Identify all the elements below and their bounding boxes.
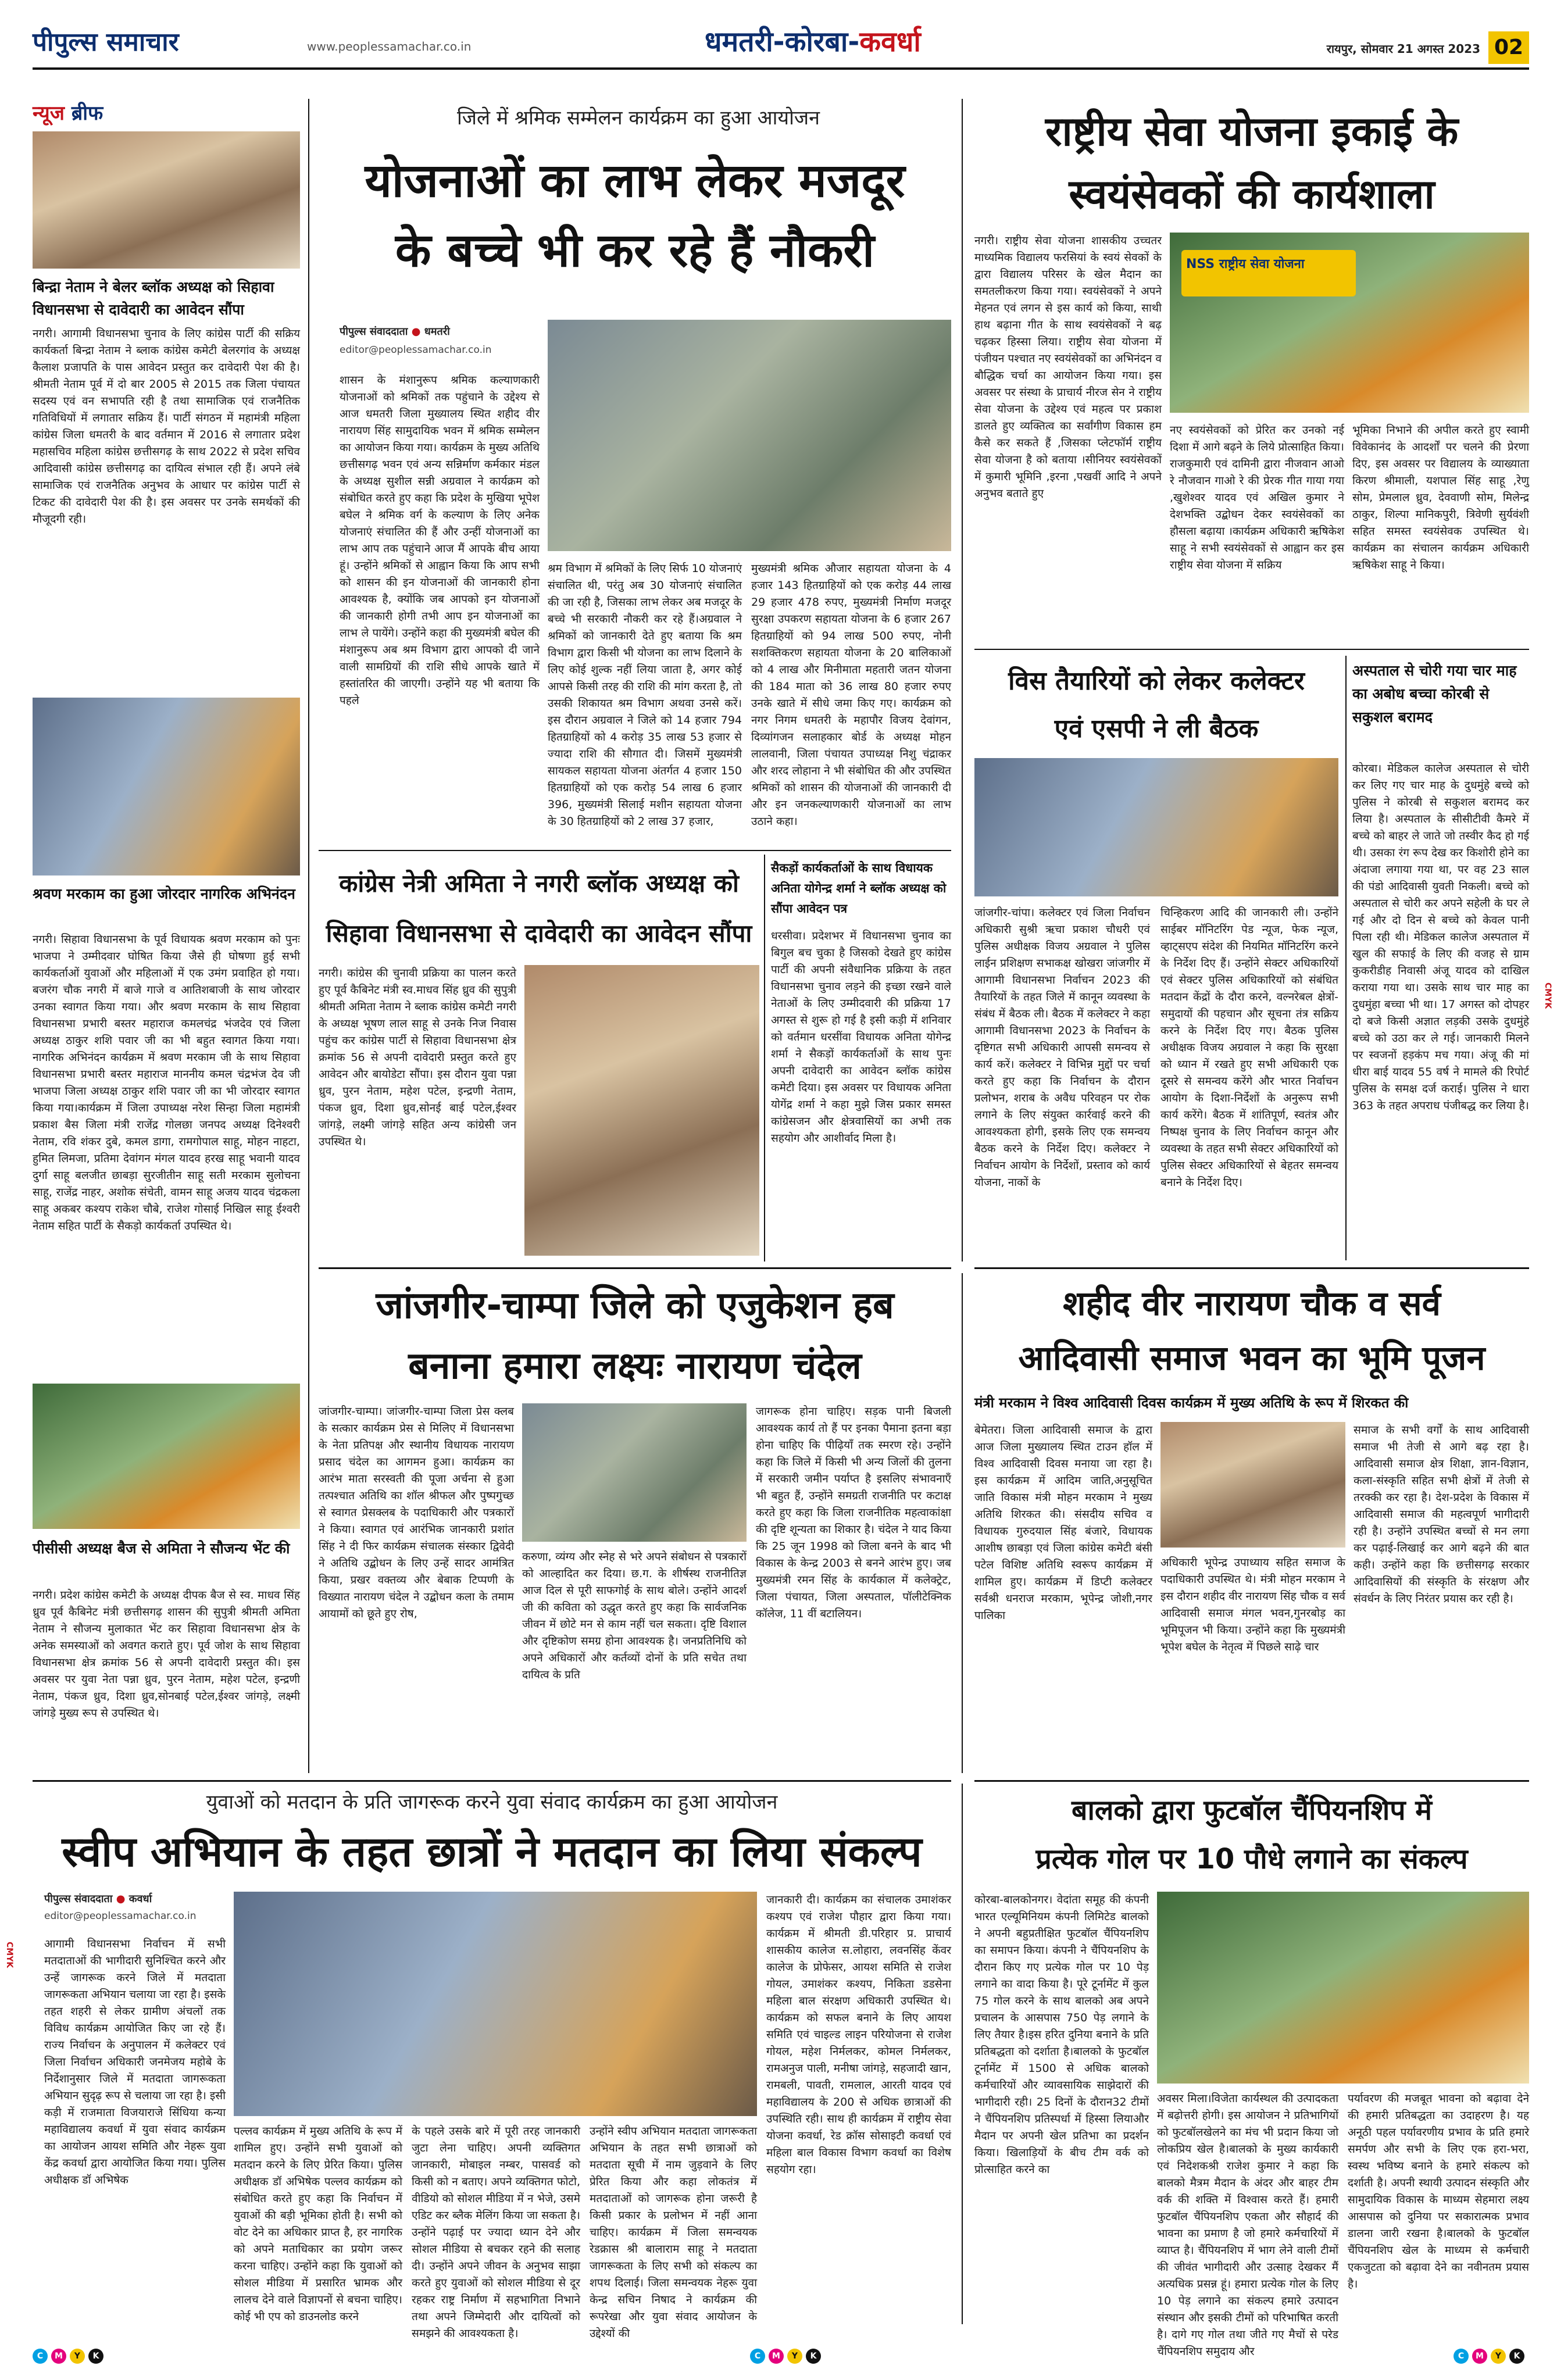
- collector-headline-2: एवं एसपी ने ली बैठक: [1054, 714, 1259, 744]
- cmyk-c: C: [1454, 2349, 1469, 2364]
- cmyk-k: K: [88, 2349, 103, 2364]
- sweep-col-3: के पहले उसके बारे में पूरी तरह जानकारी जुटा लेना चाहिए। अपनी व्यक्तिगत जानकारी, मोबाइल नम्बर, पासवर्ड को किसी को न बताए। अपने व्यक्तिगत फोटो, वीडियो को सोशल मीडिया में न भेजे, उसमे एडिट कर ब्लैक मेलिंग किया जा सकता है। उन्होंने पढ़ाई पर ज्यादा ध्यान देने और सोशल मीडिया से बचकर रहने की सलाह दी। उन्होंने अपने जीवन के अनुभव साझा करते हुए युवाओं को सोशल मीडिया से दूर रहकर राष्ट्र निर्माण में सहभागिता निभाने तथा अपने जिम्मेदारी और दायित्वों को समझने की आवश्यकता है।: [412, 2125, 580, 2340]
- education-headline-1: जांजगीर-चाम्पा जिले को एजुकेशन हब: [376, 1284, 894, 1327]
- mazdoor-byline: [340, 324, 537, 341]
- education-col-1: जांजगीर-चाम्पा। जांजगीर-चाम्पा जिला प्रेस क्लब के सत्कार कार्यक्रम प्रेस से मिलिए में विधानसभा के नेता प्रतिपक्ष और स्थानीय विधायक नारायण प्रसाद चंदेल का आगमन हुआ। कार्यक्रम का आरंभ माता सरस्वती की पूजा अर्चना से हुआ तत्पश्चात अतिथि का शॉल श्रीफल और पुष्पगुच्छ से स्वागत प्रेसक्लब के पदाधिकारी और पत्रकारों ने किया। स्वागत एवं आरंभिक जानकारी प्रशांत सिंह ने दी फिर कार्यक्रम संचालक संस्कार द्विवेदी ने अतिथि उद्बोधन के लिए उन्हें सादर आमंत्रित किया, प्रखर वक्तव्य और बेबाक टिप्पणी के विख्यात नारायण चंदेल ने उद्बोधन कला के तमाम आयामों को छूते हुए रोष,: [319, 1405, 514, 1620]
- news-brief-column: [33, 99, 300, 1773]
- collector-photo: [974, 758, 1338, 896]
- sweep-kicker: युवाओं को मतदान के प्रति जागरूक करने युवा संवाद कार्यक्रम का हुआ आयोजन: [206, 1791, 778, 1814]
- education-photo: [522, 1403, 747, 1542]
- mazdoor-col-3: मुख्यमंत्री श्रमिक औजार सहायता योजना के 4 हजार 143 हितग्राहियों को एक करोड़ 44 लाख 29 हजार 478 रुपए, मुख्यमंत्री निर्माण मजदूर सुरक्षा उपकरण सहायता योजना के 6 हजार 267 हितग्राहियों को 94 लाख 500 रुपए, नोनी सशक्तिकरण सहायता योजना के 20 बालिकाओं को 4 लाख और मिनीमाता महतारी जतन योजना की 184 माता को 36 लाख 80 हजार रुपए उनके खाते में सीधे जमा किए गए। कार्यक्रम को नगर निगम धमतरी के महापौर विजय देवांगन, दिव्यांगजन सलाहकार बोर्ड के अध्यक्ष मोहन लालवानी, जिला पंचायत उपाध्यक्ष निशु चंद्राकर और शरद लोहाना ने भी संबोधित की और उपस्थित श्रमिकों को शासन की योजनाओं की जानकारी दी और इन जनकल्याणकारी योजनाओं का लाभ उठाने कहा।: [751, 562, 951, 828]
- sweep-col-1: आगामी विधानसभा निर्वाचन में सभी मतदाताओं की भागीदारी सुनिश्चित करने और उन्हें जागरूक करने जिले में मतदाता जागरूकता अभियान चलाया जा रहा है। इसके तहत शहरी से लेकर ग्रामीण अंचलों तक विविध कार्यक्रम आयोजित किए जा रहे हैं। राज्य निर्वाचन के अनुपालन में कलेक्टर एवं जिला निर्वाचन अधिकारी जनमेजय महोबे के निर्देशानुसार जिले में मतदाता जागरूकता अभियान सुदृढ़ रूप से चलाया जा रहा है। इसी कड़ी में राजमाता विजयाराजे सिंधिया कन्या महाविद्यालय कवर्धा में युवा संवाद कार्यक्रम का आयोजन आयश समिति और नेहरू युवा केंद्र कवर्धा द्वारा आयोजित किया गया। पुलिस अधीक्षक डॉ अभिषेक: [44, 1938, 226, 2186]
- story-sweep: [33, 1784, 951, 2340]
- nss-banner: NSS राष्ट्रीय सेवा योजना: [1181, 250, 1356, 296]
- story-mazdoor: [319, 99, 951, 843]
- cmyk-y: Y: [70, 2349, 85, 2364]
- brief-1-headline: बिन्द्रा नेताम ने बेलर ब्लॉक अध्यक्ष को सिहावा विधानसभा से दावेदारी का आवेदन सौंपा: [33, 278, 274, 318]
- masthead-logo: [33, 23, 283, 58]
- collector-col-2: चिन्हिकरण आदि की जानकारी ली। उन्होंने साईबर मॉनिटरिंग पेड न्यूज, फेक न्यूज, व्हाट्सएप संदेश की नियमित मॉनिटरिंग करने के निर्देश दिए हैं। उन्होंने सेक्टर अधिकारियों एवं सेक्टर पुलिस अधिकारियों को संबंधित मतदान केंद्रों के दौरा करने, वल्नरेबल क्षेत्रों-समुदायों की पहचान और सूचना तंत्र सक्रिय करने के निर्देश दिए गए। बैठक पुलिस अधीक्षक विजय अग्रवाल ने कहा कि सुरक्षा को ध्यान में रखते हुए सभी अधिकारी एक दूसरे से समन्वय करेंगे और भारत निर्वाचन आयोग के दिशा-निर्देशों के अनुरूप सभी कार्य करेंगे। बैठक में शांतिपूर्ण, स्वतंत्र और निष्पक्ष चुनाव के लिए निर्वाचन कानून और व्यवस्था के तहत सभी सेक्टर अधिकारियों को पुलिस सेक्टर अधिकारियों से बेहतर समन्वय बनाने के निर्देश दिए।: [1160, 906, 1338, 1189]
- collector-headline-1: विस तैयारियों को लेकर कलेक्टर: [1008, 666, 1305, 696]
- cmyk-y: Y: [1491, 2349, 1506, 2364]
- left-column-divider: [308, 99, 309, 1773]
- nss-col-1: नगरी। राष्ट्रीय सेवा योजना शासकीय उच्चतर माध्यमिक विद्यालय फरसियां के स्वयं सेवकों के द्वारा विद्यालय परिसर के खेल मैदान का समतलीकरण किया गया। स्वयंसेवकों ने अपने मेहनत एवं लगन से इस कार्य को किया, साथी हाथ बढ़ाना गीत के साथ स्वयंसेवकों ने बढ़ चढ़कर हिस्सा लिया। राष्ट्रीय सेवा योजना में पंजीयन पश्चात नए स्वयंसेवकों का अभिनंदन व बौद्धिक चर्चा का आयोजन किया गया। इस अवसर पर संस्था के प्राचार्य नीरज सेन ने राष्ट्रीय सेवा योजना के उद्देश्य एवं महत्व पर प्रकाश डालते हुए व्यक्तित्व का सर्वांगीण विकास हम कैसे कर सकते हैं ,जिसका प्लेटफॉर्म राष्ट्रीय सेवा योजना है को बताया ।सीनियर स्वयंसेवकों में कुमारी भूमिनि ,इरना ,पखवीं आदि ने अपने अनुभव बताते हुए: [974, 234, 1162, 500]
- bhoomi-col-3: समाज के सभी वर्गों के साथ आदिवासी समाज भी तेजी से आगे बढ़ रहा है। आदिवासी समाज क्षेत्र शिक्षा, ज्ञान-विज्ञान, कला-संस्कृति सहित सभी क्षेत्रों में तेजी से तरक्की कर रहा है। देश-प्रदेश के विकास में आदिवासी समाज की महत्वपूर्ण भागीदारी रही है। उन्होंने उपस्थित बच्चों से मन लगा कर पढ़ाई-लिखाई कर आगे बढ़ने की बात कही। उन्होंने कहा कि छत्तीसगढ़ सरकार आदिवासियों की संस्कृति के संरक्षण और संवर्धन के लिए निरंतर प्रयास कर रही है।: [1354, 1424, 1529, 1605]
- masthead-logo-text: पीपुल्स समाचार: [33, 27, 179, 57]
- nss-col-3: भूमिका निभाने की अपील करते हुए स्वामी विवेकानंद के आदर्शों पर चलने की प्रेरणा दिए, इस अवसर पर विद्यालय के व्याख्याता किरण श्रीमाली, यशपाल सिंह साहू ,रेणु सोम, प्रेमलाल ध्रुव, देववाणी सोम, मिलेन्द्र ठाकुर, शिल्पा मानिकपुरी, त्रिवेणी सुर्यवंशी सहित समस्त स्वयंसेवक उपस्थित थे। कार्यक्रम का संचालन कार्यक्रम अधिकारी ऋषिकेश साहू ने किया।: [1352, 424, 1529, 571]
- collector-hospital-divider: [1345, 656, 1347, 1260]
- football-col-2: अवसर मिला।विजेता कार्यस्थल की उत्पादकता में बढ़ोत्तरी होगी। इस आयोजन ने प्रतिभागियों को फुटबॉलखेलने का मंच भी प्रदान किया जो लोकप्रिय खेल है।बालको के मुख्य कार्यकारी एवं निदेशकश्री राजेश कुमार ने कहा कि बालको मैत्रम मैदान के अंदर और बाहर टीम वर्क की शक्ति में विश्वास करते हैं। हमारी फुटबॉल चैंपियनशिप एकता और सौहार्द की भावना का प्रमाण है जो हमारे कर्मचारियों में व्याप्त है। चैंपियनशिप में भाग लेने वाली टीमों की जीवंत भागीदारी और उत्साह देखकर मैं अत्यधिक प्रसन्न हूं। हमारा प्रत्येक गोल के लिए 10 पेड़ लगाने का संकल्प हमारे उत्पादन संस्थान और इसकी टीमों को परिभाषित करती है। दागे गए गोल तथा जीते गए मैचों से परेड चैंपियनशिप समुदाय और: [1157, 2092, 1338, 2358]
- mazdoor-headline-2: के बच्चे भी कर रहे हैं नौकरी: [395, 223, 874, 277]
- bhoomi-deck: मंत्री मरकाम ने विश्व आदिवासी दिवस कार्यक्रम में मुख्य अतिथि के रूप में शिरकत की: [974, 1395, 1409, 1411]
- nss-headline-2: स्वयंसेवकों की कार्यशाला: [1069, 170, 1435, 218]
- mid-column-divider-3: [962, 1784, 963, 2324]
- sweep-headline: स्वीप अभियान के तहत छात्रों ने मतदान का लिया संकल्प: [62, 1827, 922, 1876]
- sweep-col-2: पल्लव कार्यक्रम में मुख्य अतिथि के रूप में शामिल हुए। उन्होंने सभी युवाओं को मतदान करने के लिए प्रेरित किया। पुलिस अधीक्षक डॉ अभिषेक पल्लव कार्यक्रम को संबोधित करते हुए कहा कि निर्वाचन में युवाओं की बड़ी भूमिका होती है। सभी को वोट देने का अधिकार प्राप्त है, हर नागरिक को अपने मताधिकार का प्रयोग जरूर करना चाहिए। उन्होंने कहा कि युवाओं को सोशल मीडिया में प्रसारित भ्रामक और लालच देने वाले विज्ञापनों से बचना चाहिए। कोई भी एप को डाउनलोड करने: [234, 2125, 402, 2323]
- football-col-3: पर्यावरण की मजबूत भावना को बढ़ावा देने की हमारी प्रतिबद्धता का उदाहरण है। यह अनूठी पहल पर्यावरणीय प्रभाव के प्रति हमारे समर्पण और सभी के लिए एक हरा-भरा, स्वस्थ भविष्य बनाने के हमारे संकल्प को दर्शाती है। अपनी स्थायी उत्पादन संस्कृति और सामुदायिक विकास के माध्यम सेहमारा लक्ष्य आसपास को दुनिया पर सकारात्मक प्रभाव डालना जारी रखना है।बालको के फुटबॉल चैंपियनशिप खेल के माध्यम से कर्मचारी एकजुटता को बढ़ावा देने का नवीनतम प्रयास है।: [1348, 2092, 1529, 2290]
- education-headline-2: बनाना हमारा लक्ष्यः नारायण चंदेल: [408, 1345, 862, 1388]
- brief-1-body: नगरी। आगामी विधानसभा चुनाव के लिए कांग्रेस पार्टी की सक्रिय कार्यकर्ता बिन्द्रा नेताम ने ब्लाक कांग्रेस कमेटी बेलरगांव के अध्यक्ष कैलाश प्रजापति के पास आवेदन प्रस्तुत कर दावेदारी पेश की है।श्रीमती नेताम पूर्व में दो बार 2005 से 2015 तक जिला पंचायत सदस्य एवं वन सभापति रही है तथा सामाजिक एवं राजनैतिक गतिविधियों में लगातार सक्रिय हैं। पार्टी संगठन में महामंत्री महिला कांग्रेस जिला धमतरी के बाद वर्तमान में 2016 से लगातार प्रदेश महासचिव महिला कांग्रेस छत्तीसगढ़ के साथ 2022 से प्रदेश सचिव आदिवासी कांग्रेस छत्तीसगढ़ का दायित्व संभाल रही हैं। अपने लंबे सामाजिक एवं राजनैतिक अनुभव के आधार पर कांग्रेस पार्टी से टिकट की दावेदारी पेश की है। इस अवसर पर उनके समर्थकों की मौजूदगी रही।: [33, 327, 300, 526]
- mazdoor-email: editor@peoplessamachar.co.in: [340, 344, 492, 356]
- masthead-rule: [33, 67, 1529, 70]
- section-title: [705, 22, 1123, 63]
- page-number: 02: [1488, 31, 1529, 64]
- story-football: [974, 1784, 1529, 2358]
- masthead: [0, 0, 1557, 70]
- bhoomi-top-rule: [974, 1267, 1529, 1269]
- amita-top-rule: [319, 850, 951, 851]
- bhoomi-photo: [1160, 1422, 1345, 1548]
- cmyk-k: K: [806, 2349, 821, 2364]
- cmyk-marks-right: [1454, 2349, 1529, 2366]
- mazdoor-byline-dot: ●: [411, 326, 421, 338]
- mazdoor-col-1: शासन के मंशानुरूप श्रमिक कल्याणकारी योजनाओं को श्रमिकों तक पहुंचाने के उद्देश्य से आज धमतरी जिला मुख्यालय स्थित शहीद वीर नारायण सिंह सामुदायिक भवन में श्रमिक सम्मेलन का आयोजन किया गया। कार्यक्रम के मुख्य अतिथि छत्तीसगढ़ भवन एवं अन्य सन्निर्माण कर्मकार मंडल के अध्यक्ष सुशील सन्नी अग्रवाल ने कार्यक्रम को संबोधित करते हुए कहा कि प्रदेश के मुखिया भूपेश बघेल ने श्रमिक वर्ग के कल्याण के लिए अनेक योजनाएं संचालित की हैं और उन्हीं योजनाओं का लाभ आप तक पहुंचाने आज मैं आपके बीच आया हूं। उन्होंने श्रमिकों से आह्वान किया कि आप सभी को शासन की इन योजनाओं की जानकारी होना आवश्यक है, क्योंकि जब आपको इन योजनाओं की जानकारी होगी तभी आप इन योजनाओं का लाभ ले पायेंगे। उन्होंने कहा की मुख्यमंत्री बघेल की मंशानुरूप अब श्रम विभाग द्वारा आपको दी जाने वाली सामग्रियों की राशि सीधे आपके खाते में हस्तांतरित की जाएगी। उन्होंने यह भी बताया कि पहले: [340, 374, 540, 707]
- brief-2-headline: श्रवण मरकाम का हुआ जोरदार नागरिक अभिनंदन: [33, 885, 295, 902]
- football-col-1: कोरबा-बालकोनगर। वेदांता समूह की कंपनी भारत एल्यूमिनियम कंपनी लिमिटेड बालको ने अपनी बहुप्रतीक्षित फुटबॉल चैंपियनशिप का समापन किया। कंपनी ने चैंपियनशिप के दौरान किए गए प्रत्येक गोल पर 10 पेड़ लगाने का वादा किया है। पूरे टूर्नामेंट में कुल 75 गोल करने के साथ बालको अब अपने प्रचालन के आसपास 750 पेड़ लगाने के लिए तैयार है।इस हरित दुनिया बनाने के प्रति प्रतिबद्धता को दर्शाता है।बालको के फुटबॉल टूर्नामेंट में 1500 से अधिक बालको कर्मचारियों और व्यावसायिक साझेदारों की भागीदारी रही। 25 दिनों के दौरान32 टीमों ने चैंपियनशिप प्रतिस्पर्धा में हिस्सा लियाऔर मैदान पर अपनी खेल प्रतिभा का प्रदर्शन किया। खिलाड़ियों के बीच टीम वर्क को प्रोत्साहित करने का: [974, 1893, 1149, 2176]
- education-col-3: जागरूक होना चाहिए। सड़क पानी बिजली आवश्यक कार्य तो हैं पर इनका पैमाना इतना बड़ा होना चाहिए कि पीढ़ियाँ तक स्मरण रहे। उन्होंने कहा कि जिले में किसी भी अन्य जिलों की तुलना में सरकारी जमीन पर्याप्त है इसलिए संभावनाएँ भी बहुत हैं, उन्होंने समग्रती राजनीति पर कटाक्ष करते हुए कहा कि जिला राजनीतिक महत्वाकांक्षा की दृष्टि शून्यता का शिकार है। चंदेल ने याद किया कि 25 जून 1998 को जिला बनने के बाद भी विकास के केन्द्र 2003 से बनने आरंभ हुए। जब मुख्यमंत्री रमन सिंह के कार्यकाल में कलेक्ट्रेट, जिला पंचायत, जिला अस्पताल, पॉलीटेक्निक कॉलेज, 11 वीं बटालियन।: [756, 1405, 951, 1620]
- cmyk-m: M: [769, 2349, 784, 2364]
- collector-top-rule: [974, 649, 1529, 650]
- brief-photo-3: [33, 1384, 300, 1529]
- football-headline-1: बालको द्वारा फुटबॉल चैंपियनशिप में: [1072, 1794, 1432, 1827]
- sweep-byline: [44, 1892, 230, 1908]
- football-top-rule: [974, 1780, 1529, 1782]
- story-hospital: [1352, 656, 1529, 1260]
- brief-photo-1: [33, 131, 300, 269]
- side-cmyk-label-right: CMYK: [1543, 982, 1552, 1009]
- section-title-2: कोरबा-: [784, 26, 860, 58]
- cmyk-marks-center: [750, 2349, 826, 2366]
- education-top-rule: [319, 1267, 951, 1269]
- cmyk-marks-left: [33, 2349, 108, 2366]
- sweep-col-4: उन्होंने स्वीप अभियान मतदाता जागरूकता अभियान के तहत सभी छात्राओं को मतदाता सूची में नाम जुड़वाने के लिए प्रेरित किया और कहा लोकतंत्र में मतदाताओं को जागरूक होना जरूरी है किसी प्रकार के प्रलोभन में नहीं आना चाहिए। कार्यक्रम में जिला समन्वयक रेडक्रास श्री बालाराम साहू ने मतदाता जागरूकता के लिए सभी को संकल्प का शपथ दिलाई। जिला समन्वयक नेहरू युवा केन्द्र सचिन निषाद ने कार्यक्रम की रूपरेखा और युवा संवाद आयोजन के उद्देश्यों की: [590, 2125, 757, 2340]
- cmyk-c: C: [33, 2349, 48, 2364]
- sweep-byline-place: कवर्धा: [128, 1893, 152, 1905]
- bhoomi-col-1: बेमेतरा। जिला आदिवासी समाज के द्वारा आज जिला मुख्यालय स्थित टाउन हॉल में विश्व आदिवासी दिवस मनाया जा रहा है। इस कार्यक्रम में आदिम जाति,अनुसूचित जाति विकास मंत्री मोहन मरकाम ने मुख्य अतिथि शिरकत की। संसदीय सचिव व विधायक गुरुदयाल सिंह बंजारे, विधायक आशीष छाबड़ा एवं जिला कांग्रेस कमेटी बंसी पटेल विशिष्ट अतिथि स्वरूप कार्यक्रम में शामिल हुए। कार्यक्रम में डिप्टी कलेक्टर सर्वश्री धनराज मरकाम, भूपेन्द्र जोशी,नगर पालिका: [974, 1424, 1152, 1622]
- mazdoor-photo: [548, 320, 951, 551]
- cmyk-y: Y: [787, 2349, 802, 2364]
- football-headline-2: प्रत्येक गोल पर 10 पौधे लगाने का संकल्प: [1035, 1843, 1468, 1875]
- amita-photo: [524, 965, 759, 1256]
- story-bhoomi: [974, 1273, 1529, 1773]
- section-title-1: धमतरी-: [705, 26, 785, 58]
- education-col-2: करुणा, व्यंग्य और स्नेह से भरे अपने संबोधन से पत्रकारों को आल्हादित कर दिया। छ.ग. के शीर्षस्थ राजनीतिज्ञ आज दिल से पूरी साफगोई के साथ बोले। उन्होंने आदर्श जी की कविता को उद्धृत करते हुए कहा कि सार्वजनिक जीवन में छोटे मन से काम नहीं चल सकता। दृष्टि विशाल और दृष्टिकोण समग्र होना आवश्यक है। जनप्रतिनिधि को अपने अधिकारों और कर्तव्यों दोनों के प्रति सचेत तथा दायित्व के प्रति: [522, 1550, 747, 1681]
- mazdoor-kicker: जिले में श्रमिक सम्मेलन कार्यक्रम का हुआ आयोजन: [457, 106, 820, 130]
- nss-col-2: नए स्वयंसेवकों को प्रेरित कर उनको नई दिशा में आगे बढ़ने के लिये प्रोत्साहित किया। राजकुमारी एवं दामिनी द्वारा नीजवान आओ रे नौजवान गाओ रे की प्रेरक गीत गाया गया ,खुशेश्वर यादव एवं अखिल कुमार ने देशभक्ति उद्बोधन देकर स्वयंसेवकों का हौसला बढ़ाया ।कार्यक्रम अधिकारी ऋषिकेश साहू ने सभी स्वयंसेवकों से आह्वान कर इस राष्ट्रीय सेवा योजना में सक्रिय: [1170, 424, 1344, 571]
- mazdoor-col-2: श्रम विभाग में श्रमिकों के लिए सिर्फ 10 योजनाएं संचालित थी, परंतु अब 30 योजनाएं संचालित की जा रही है, जिसका लाभ लेकर अब मजदूर के बच्चे भी सरकारी नौकरी कर रहे हैं।अग्रवाल ने श्रमिकों को जानकारी देते हुए बताया कि श्रम विभाग द्वारा किसी भी योजना का लाभ दिलाने के लिए कोई शुल्क नहीं लिया जाता है, अगर कोई आपसे किसी तरह की राशि की मांग करता है, तो उसकी शिकायत श्रम विभाग अथवा उनसे करें। इस दौरान अग्रवाल ने जिले को 14 हजार 794 हितग्राहियों को 4 करोड़ 35 लाख 53 हजार से ज्यादा राशि की सौगात दी। जिसमें मुख्यमंत्री सायकल सहायता योजना अंतर्गत 4 हजार 150 हितग्राहियों को एक करोड़ 54 लाख 6 हजार 396, मुख्यमंत्री सिलाई मशीन सहायता योजना के 30 हितग्राहियों को 2 लाख 37 हजार,: [548, 562, 742, 828]
- brief-3-headline: पीसीसी अध्यक्ष बैज से अमिता ने सौजन्य भेंट की: [33, 1540, 290, 1557]
- cmyk-k: K: [1509, 2349, 1524, 2364]
- story-nss: [974, 99, 1529, 571]
- hospital-body: कोरबा। मेडिकल कालेज अस्पताल से चोरी कर लिए गए चार माह के दुधमुंहे बच्चे को पुलिस ने कोरबी से सकुशल बरामद कर लिया है। अस्पताल के सीसीटीवी कैमरे में बच्चे को बाहर ले जाते जो तस्वीर कैद हो गई थी। उसका रंग रूप देख कर किशोरी होने का अंदाजा लगाया गया था, पर वह 23 साल की पंडो आदिवासी युवती निकली। बच्चे को अस्पताल से चोरी कर अपने सहेली के घर ले गई और दो दिन से बच्चे को केवल पानी पिला रही थी। मेडिकल कालेज अस्पताल में खुल की सफाई के लिए की वजह से ग्राम कुकरीडीह निवासी अंजू यादव को दाखिल कराया गया था। उसके साथ चार माह का दुधमुंहा बच्चा भी था। 17 अगस्त को दोपहर दो बजे किसी अज्ञात लड़की उसके दुधमुंहे बच्चे को उठा कर ले गई। जानकारी मिलने पर स्वजनों हड़कंप मच गया। अंजू की मां धीरा बाई यादव 55 वर्ष ने मामले की रिपोर्ट पुलिस के समक्ष दर्ज कराई। पुलिस ने धारा 363 के तहत अपराध पंजीबद्ध कर लिया है।: [1352, 762, 1529, 1112]
- section-title-3: कवर्धा: [859, 26, 921, 58]
- mazdoor-byline-name: पीपुल्स संवाददाता: [340, 326, 408, 338]
- nss-headline-1: राष्ट्रीय सेवा योजना इकाई के: [1045, 108, 1459, 155]
- story-education: [319, 1273, 951, 1773]
- hospital-headline: अस्पताल से चोरी गया चार माह का अबोध बच्चा कोरबी से सकुशल बरामद: [1352, 662, 1517, 726]
- bhoomi-headline-1: शहीद वीर नारायण चौक व सर्व: [1063, 1284, 1441, 1323]
- side-cmyk-label-left: CMYK: [5, 1942, 14, 1968]
- news-brief-label-2: ब्रीफ: [71, 102, 103, 125]
- sweep-byline-name: पीपुल्स संवाददाता: [44, 1893, 113, 1905]
- amita-headline-1: कांग्रेस नेत्री अमिता ने नगरी ब्लॉक अध्यक्ष को: [339, 869, 739, 898]
- nss-photo: [1170, 233, 1529, 413]
- sweep-photo: [234, 1892, 757, 2116]
- cmyk-m: M: [1472, 2349, 1487, 2364]
- bhoomi-col-2: अधिकारी भूपेन्द्र उपाध्याय सहित समाज के पदाधिकारी उपस्थित थे। मंत्री मोहन मरकाम ने इस दौरान शहीद वीर नारायण सिंह चौक व सर्व आदिवासी समाज मंगल भवन,गुनरबोड़ का भूमिपूजन भी किया। उन्होंने कहा कि मुख्यमंत्री भूपेश बघेल के नेतृत्व में पिछले साढ़े चार: [1160, 1556, 1345, 1653]
- story-amita: [319, 855, 759, 1262]
- news-brief-label: [33, 99, 207, 128]
- brief-2-body: नगरी। सिहावा विधानसभा के पूर्व विधायक श्रवण मरकाम को पुनः भाजपा ने उम्मीदवार घोषित किया जैसे ही घोषणा हुई सभी कार्यकर्ताओं युवाओं और महिलाओं में एक उमंग प्रवाहित हो गया। बजरंग चौक नगरी में बाजे गाजे व आतिशबाजी के साथ जोरदार उनका स्वागत किया गया। और श्रवण मरकाम के साथ सिहावा विधानसभा प्रभारी बस्तर महाराज कमलचंद्र भंजदेव एवं जिला अध्यक्ष ठाकुर शशि पवार जी का भी बहुत स्वागत किया गया। नागरिक अभिनंदन कार्यक्रम में श्रवण मरकाम जी के साथ सिहावा विधानसभा प्रभारी बस्तर महाराज माननीय कमल चंद्रभंज देव जी भाजपा जिला अध्यक्ष ठाकुर शशि पवार जी का भी जोरदार स्वागत किया गया।कार्यक्रम में जिला उपाध्यक्ष नरेश सिन्हा जिला महामंत्री प्रकाश बैस जिला मंत्री राजेंद्र गोलछा जनपद अध्यक्ष दिनेश्वरी नेताम, रवि शंकर दुबे, कमल डागा, रामगोपाल साहू, मोहन नाहटा, हुमित लिमजा, प्रतिमा देवांगन मंगल यादव हरख साहू भवानी यादव दुर्गा साहू बलजीत छाबड़ा सुरजीतीन साहू सती मरकाम सुलोचना साहू, राजेंद्र नाहर, अशोक संचेती, वामन साहू अजय यादव चंद्रकला साहू अकबर कश्यप राकेश चौबे, राजेश गोसाई निखिल साहू ईश्वरी नेताम सहित पार्टी के सैकड़ो कार्यकर्ता उपस्थित थे।: [33, 933, 300, 1232]
- brief-photo-2: [33, 698, 300, 875]
- cmyk-m: M: [51, 2349, 66, 2364]
- news-brief-label-1: न्यूज: [33, 102, 65, 125]
- mazdoor-headline-1: योजनाओं का लाभ लेकर मजदूर: [365, 153, 905, 208]
- masthead-url: www.peoplessamachar.co.in: [307, 40, 472, 53]
- football-photo: [1157, 1892, 1529, 2084]
- amita-headline-2: सिहावा विधानसभा से दावेदारी का आवेदन सौंपा: [326, 919, 752, 948]
- brief-3-body: नगरी। प्रदेश कांग्रेस कमेटी के अध्यक्ष दीपक बैज से स्व. माधव सिंह ध्रुव पूर्व कैबिनेट मंत्री छत्तीसगढ़ शासन की सुपुत्री श्रीमती अमिता नेताम ने सौजन्य मुलाकात भेंट कर सिहावा विधानसभा क्षेत्र के अनेक समस्याओं को अवगत कराते हुए। पूर्व जोश के साथ सिहावा विधानसभा क्षेत्र क्रमांक 56 से अपनी दावेदारी प्रस्तुत की। इस अवसर पर युवा नेता पन्ना ध्रुव, पुरन नेताम, महेश पटेल, इन्द्रणी नेताम, पंकज ध्रुव, दिशा ध्रुव,सोनबाई पटेल,ईश्वर जांगड़े, लक्ष्मी जांगड़े मुख्य रूप से उपस्थित थे।: [33, 1589, 300, 1720]
- cmyk-c: C: [750, 2349, 765, 2364]
- sahu-headline: सैकड़ों कार्यकर्ताओं के साथ विधायक अनिता योगेन्द्र शर्मा ने ब्लॉक अध्यक्ष को सौंपा आवेदन पत्र: [771, 861, 947, 916]
- sweep-email: editor@peoplessamachar.co.in: [44, 1910, 197, 1922]
- mazdoor-byline-place: धमतरी: [424, 326, 450, 338]
- sweep-col-5: जानकारी दी। कार्यक्रम का संचालक उमाशंकर कश्यप एवं राजेश पौहार द्वारा किया गया। कार्यक्रम में श्रीमती डी.परिहार प्र. प्राचार्य शासकीय कालेज स.लोहारा, लवनसिंह केंवर कालेज के प्रोफेसर, आयश समिति से राजेश गोयल, उमाशंकर कश्यप, निकिता डडसेना महिला बाल संरक्षण अधिकारी उपस्थित थे। कार्यक्रम को सफल बनाने के लिए आयश समिति एवं चाइल्ड लाइन परियोजना से राजेश गोयल, महेश निर्मलकर, कोमल निर्मलकर, रामअनुज पाली, मनीषा जांगड़े, सहजादी खान, रामबली, पावती, रामलाल, आरती यादव एवं महाविद्यालय के 200 से अधिक छात्राओं की उपस्थिति रही। साथ ही कार्यक्रम में राष्ट्रीय सेवा योजना कवर्धा, रेड क्रॉस सोसाइटी कवर्धा एवं महिला बाल विकास विभाग कवर्धा का विशेष सहयोग रहा।: [766, 1893, 951, 2176]
- sahu-body: धरसीवा। प्रदेशभर में विधानसभा चुनाव का बिगुल बच चुका है जिसको देखते हुए कांग्रेस पार्टी की अपनी संवैधानिक प्रक्रिया के तहत विधानसभा चुनाव लड़ने की इच्छा रखने वाले नेताओं के लिए उम्मीदवारी की प्रक्रिया 17 अगस्त से शुरू हो गई है इसी कड़ी में शनिवार को वर्तमान धरसींवा विधायक अनिता योगेन्द्र शर्मा ने सैकड़ों कार्यकर्ताओं के साथ पुनः अपनी दावेदारी का आवेदन ब्लॉक कांग्रेस कमेटी दिया। इस अवसर पर विधायक अनिता योगेंद्र शर्मा ने कहा मुझे जिस प्रकार समस्त कांग्रेसजन और क्षेत्रवासियों का अभी तक सहयोग और आशीर्वाद मिला है।: [771, 930, 951, 1145]
- collector-col-1: जांजगीर-चांपा। कलेक्टर एवं जिला निर्वाचन अधिकारी सुश्री ऋचा प्रकाश चौधरी एवं पुलिस अधीक्षक विजय अग्रवाल ने पुलिस लाईन प्रशिक्षण सभाकक्ष खोखरा जांजगीर में आगामी विधानसभा निर्वाचन 2023 की तैयारियों के तहत जिले में कानून व्यवस्था के संबंध में बैठक ली। बैठक में कलेक्टर ने कहा आगामी विधानसभा 2023 के निर्वाचन के दृष्टिगत सभी अधिकारी आपसी समन्वय से कार्य करें। कलेक्टर ने विभिन्न मुद्दों पर चर्चा करते हुए कहा कि निर्वाचन के दौरान प्रलोभन, शराब के अवैध परिवहन पर रोक लगाने के लिए संयुक्त कार्रवाई करने की आवश्यकता होगी, इसके लिए एक समन्वय बैठक करने के निर्देश दिए। कलेक्टर ने निर्वाचन आयोग के निर्देशों, प्रस्ताव को कार्य योजना, नाकों के: [974, 906, 1150, 1189]
- amita-col-1: नगरी। कांग्रेस की चुनावी प्रक्रिया का पालन करते हुए पूर्व कैबिनेट मंत्री स्व.माधव सिंह ध्रुव की सुपुत्री श्रीमती अमिता नेताम ने ब्लाक कांग्रेस कमेटी नगरी के अध्यक्ष भूषण लाल साहू से उनके निज निवास पहुंच कर कांग्रेस पार्टी से सिहावा विधानसभा क्षेत्र क्रमांक 56 से अपनी दावेदारी प्रस्तुत करते हुए आवेदन और बायोडेटा सौंपा। इस दौरान युवा पन्ना ध्रुव, पुरन नेताम, महेश पटेल, इन्द्रणी नेताम, पंकज ध्रुव, दिशा ध्रुव,सोनई बाई पटेल,ईश्वर जांगड़े, लक्ष्मी जांगड़े सहित अन्य कांग्रेसी जन उपस्थित थे।: [319, 967, 516, 1148]
- sweep-byline-dot: ●: [116, 1893, 126, 1905]
- mid-column-divider-1: [962, 99, 963, 1262]
- sweep-top-rule: [33, 1780, 951, 1782]
- story-sahu: [771, 855, 951, 1262]
- mid-column-divider-2: [962, 1273, 963, 1773]
- bhoomi-headline-2: आदिवासी समाज भवन का भूमि पूजन: [1018, 1338, 1485, 1378]
- amita-sahu-divider: [764, 855, 765, 1262]
- story-collector: [974, 656, 1338, 1260]
- dateline: रायपुर, सोमवार 21 अगस्त 2023: [1326, 42, 1480, 56]
